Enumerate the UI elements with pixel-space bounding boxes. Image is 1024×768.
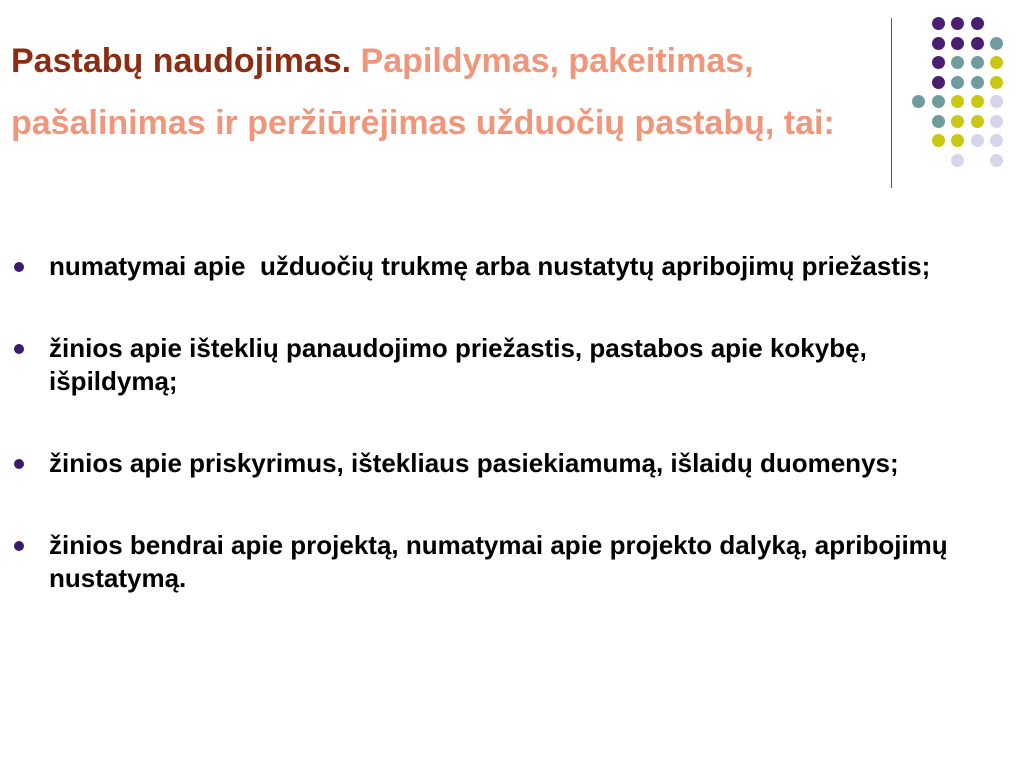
- bullet-dot-icon: [14, 344, 24, 354]
- decor-dot: [971, 76, 984, 89]
- decor-vertical-line: [891, 18, 892, 188]
- decor-dot: [971, 134, 984, 147]
- decor-dot: [971, 37, 984, 50]
- decor-dot: [971, 115, 984, 128]
- decor-dot: [990, 56, 1003, 69]
- bullet-text: žinios apie priskyrimus, ištekliaus pasiekiamumą, išlaidų duomenys;: [49, 448, 899, 478]
- bullet-item: [0, 529, 1000, 595]
- decor-dot: [951, 76, 964, 89]
- decor-dot: [990, 95, 1003, 108]
- bullet-text: žinios bendrai apie projektą, numatymai apie projekto dalyką, apribojimų nustatymą.: [49, 530, 955, 593]
- slide-title-rest: Papildymas, pakeitimas, pašalinimas ir peržiūrėjimas užduočių pastabų, tai:: [11, 42, 835, 142]
- decor-dot: [951, 154, 964, 167]
- decor-dot: [951, 115, 964, 128]
- decor-dot: [971, 56, 984, 69]
- decor-dot: [951, 37, 964, 50]
- decor-dot: [932, 37, 945, 50]
- decor-dot: [932, 17, 945, 30]
- slide-title: [11, 30, 871, 154]
- bullet-dot-icon: [14, 459, 24, 469]
- bullet-item: [0, 332, 1000, 398]
- decor-dot: [932, 115, 945, 128]
- decor-dot: [990, 154, 1003, 167]
- decor-dot: [951, 95, 964, 108]
- bullet-item: [0, 250, 1000, 283]
- decor-dot: [990, 76, 1003, 89]
- bullet-dot-icon: [14, 262, 24, 272]
- decor-dot: [971, 17, 984, 30]
- decor-dot: [990, 134, 1003, 147]
- decor-dot: [932, 76, 945, 89]
- decor-dot: [932, 56, 945, 69]
- decor-dot: [951, 17, 964, 30]
- slide-title-lead: Pastabų naudojimas.: [11, 42, 352, 80]
- bullet-text: žinios apie išteklių panaudojimo priežastis, pastabos apie kokybę, išpildymą;: [49, 333, 875, 396]
- decor-dot: [951, 134, 964, 147]
- bullet-item: [0, 447, 1000, 480]
- decor-dot: [932, 134, 945, 147]
- bullet-dot-icon: [14, 541, 24, 551]
- decor-dot: [971, 95, 984, 108]
- decor-dot: [932, 95, 945, 108]
- decor-dot: [912, 95, 925, 108]
- bullet-text: numatymai apie užduočių trukmę arba nustatytų apribojimų priežastis;: [49, 251, 931, 281]
- decor-dot: [990, 37, 1003, 50]
- decor-dot: [990, 115, 1003, 128]
- decor-dot: [951, 56, 964, 69]
- bullet-list: [0, 250, 1000, 644]
